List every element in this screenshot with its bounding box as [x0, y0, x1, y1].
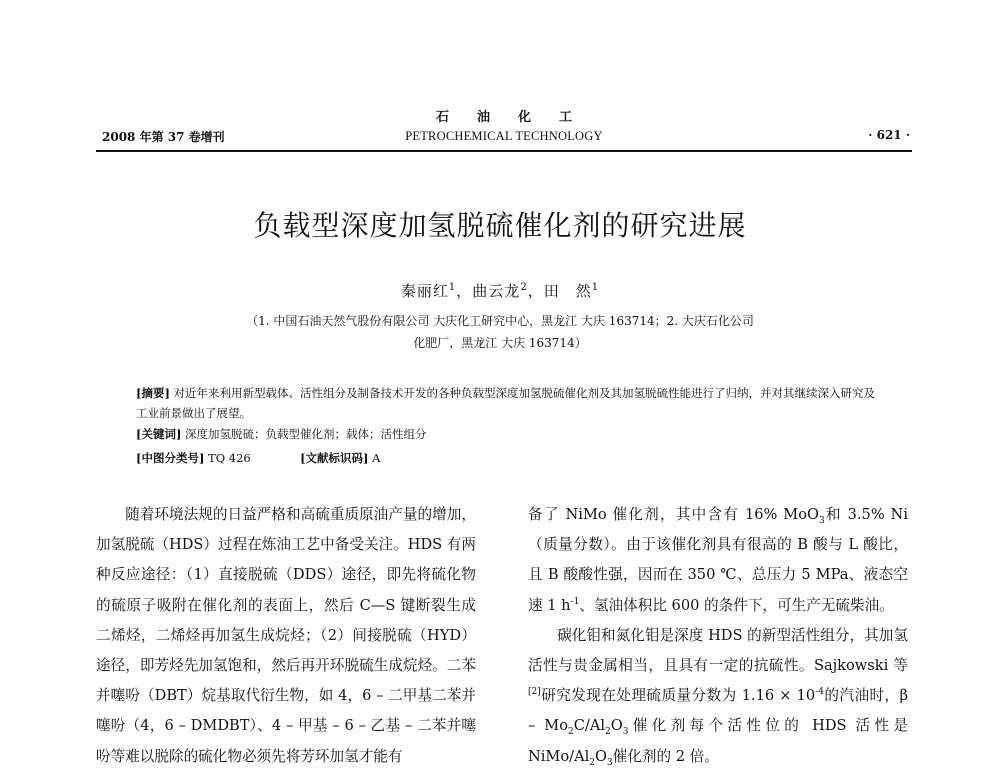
author-affil-mark: 1 [591, 282, 600, 293]
affiliation-line: （1. 中国石油天然气股份有限公司 大庆化工研究中心，黑龙江 大庆 163714；2. 大庆石化公司 [246, 314, 754, 328]
body-column-right [528, 500, 908, 772]
text-run: C/Al [573, 717, 606, 735]
doc-code-label: [文献标识码] [300, 451, 369, 465]
abstract-label: [摘要] [136, 386, 170, 400]
affiliation-line: 化肥厂，黑龙江 大庆 163714） [413, 336, 587, 350]
subscript: 2 [589, 757, 596, 768]
subscript: 3 [818, 515, 825, 526]
author-affil-mark: 2 [520, 282, 528, 293]
text-run: 催化剂的 2 倍。 [612, 747, 719, 765]
journal-title-cn: 石油化工 [435, 110, 600, 125]
subscript: 3 [607, 757, 613, 768]
text-run: 备了 NiMo 催化剂，其中含有 16% MoO [528, 506, 819, 523]
affiliation [170, 310, 830, 354]
text-run: 催化剂每个活性位的 HDS 活性是 NiMo/Al [528, 717, 908, 765]
page-number: · 621 · [868, 128, 910, 142]
classification [136, 450, 884, 466]
subscript: 2 [605, 727, 611, 738]
text-run: 、氢油体积比 600 的条件下，可生产无硫柴油。 [579, 596, 894, 614]
paper-title: 负载型深度加氢脱硫催化剂的研究进展 [253, 209, 747, 242]
doc-code-value: A [372, 451, 381, 465]
keywords-text: 深度加氢脱硫；负载型催化剂；载体；活性组分 [185, 427, 427, 441]
author-name: 田 然 [543, 282, 592, 300]
author-separator: ， [527, 282, 544, 300]
clc-value: TQ 426 [208, 451, 251, 465]
author-list [0, 280, 1000, 301]
issue-info: 2008 年第 37 卷增刊 [102, 130, 225, 144]
clc-label: [中图分类号] [136, 451, 205, 465]
abstract [136, 383, 884, 423]
subscript: 3 [622, 727, 629, 738]
text-run: 碳化钼和氮化钼是深度 HDS 的新型活性组分，其加氢活性与贵金属相当，且具有一定的抗硫性。Sajkowski 等 [528, 626, 908, 675]
subscript: 2 [568, 727, 574, 738]
text-run: 的汽油时，β – Mo [528, 687, 909, 735]
body-paragraph [528, 621, 908, 772]
author-name: 曲云龙 [472, 282, 521, 300]
abstract-text: 对近年来利用新型载体、活性组分及制备技术开发的各种负载型深度加氢脱硫催化剂及其加氢脱硫性能进行了归纳，并对其继续深入研究及工业前景做出了展望。 [136, 386, 876, 420]
keywords [136, 426, 884, 442]
text-run: 和 3.5% Ni（质量分数）。由于该催化剂具有很高的 B 酸与 L 酸比，且 B 酸酸性强，因而在 350 ℃、总压力 5 MPa、液态空速 1 h [528, 506, 908, 614]
author-name: 秦丽红 [400, 282, 449, 300]
superscript: -4 [815, 687, 824, 698]
body-column-left [96, 500, 476, 772]
body-paragraph [528, 500, 908, 621]
text-run: 研究发现在处理硫质量分数为 1.16 × 10 [540, 687, 816, 705]
keywords-label: [关键词] [136, 427, 182, 441]
header-rule [96, 150, 912, 152]
text-run: O [595, 747, 607, 765]
author-affil-mark: 1 [448, 282, 457, 293]
text-run: O [610, 717, 623, 735]
citation-ref: [2] [528, 687, 541, 698]
journal-title-en: PETROCHEMICAL TECHNOLOGY [405, 129, 603, 143]
superscript: -1 [570, 596, 580, 607]
author-separator: ， [456, 282, 473, 300]
running-head [96, 106, 912, 152]
body-paragraph: 随着环境法规的日益严格和高硫重质原油产量的增加，加氢脱硫（HDS）过程在炼油工艺中备受关注。HDS 有两种反应途径：（1）直接脱硫（DDS）途径，即先将硫化物的硫原子吸附在催化剂的表面上，然后 C—S 键断裂生成二烯烃，二烯烃再加氢生成烷烃；（2）间接脱硫（HYD）途径，即芳烃先加氢饱和，然后再开环脱硫生成烷烃。二苯并噻吩（DBT）烷基取代衍生物，如 4，6 – 二甲基二苯并噻吩（4，6 – DMDBT）、4 – 甲基 – 6 – 乙基 – 二苯并噻吩等难以脱除的硫化物必须先将芳环加氢才能有 [96, 506, 476, 765]
